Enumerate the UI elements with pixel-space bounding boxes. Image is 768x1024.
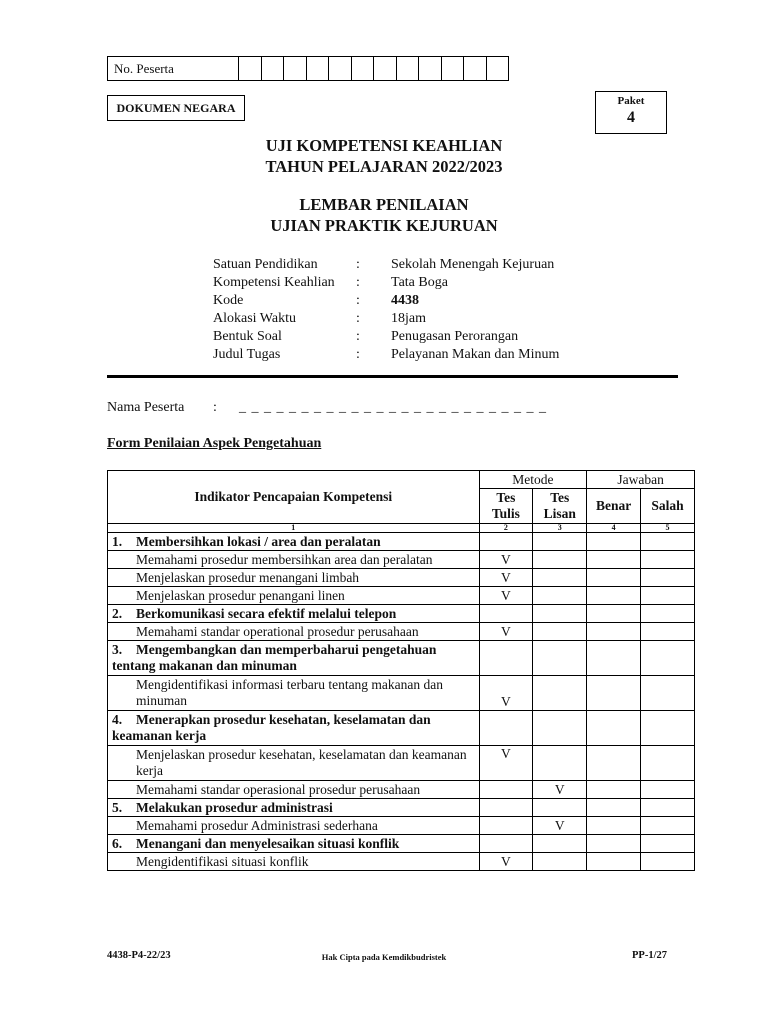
info-key: Judul Tugas: [213, 347, 281, 362]
tes-lisan-cell: [533, 623, 587, 641]
no-peserta-digit-cell: [374, 57, 397, 80]
nama-peserta-label: Nama Peserta: [107, 400, 185, 415]
tes-tulis-cell: [479, 641, 533, 676]
indicator-row: [108, 587, 695, 605]
info-block: [213, 256, 621, 364]
indicator-row: [108, 551, 695, 569]
no-peserta-digit-cell: [307, 57, 330, 80]
tes-lisan-cell: V: [533, 817, 587, 835]
salah-cell[interactable]: [641, 623, 695, 641]
tes-tulis-cell: V: [479, 551, 533, 569]
section-title: [108, 641, 480, 676]
nama-peserta-row: [107, 400, 547, 416]
salah-cell[interactable]: [641, 835, 695, 853]
section-row: [108, 711, 695, 746]
footer-page: PP-1/27: [632, 950, 667, 961]
info-colon: :: [356, 275, 360, 290]
section-text: Berkomunikasi secara efektif melalui telepon: [136, 606, 397, 621]
tes-tulis-cell: [479, 799, 533, 817]
tes-tulis-cell: [479, 605, 533, 623]
tes-lisan-cell: [533, 799, 587, 817]
salah-cell[interactable]: [641, 853, 695, 871]
tes-tulis-cell: [479, 533, 533, 551]
info-row: [213, 292, 621, 310]
tes-lisan-cell: [533, 569, 587, 587]
no-peserta-digit-cell: [487, 57, 509, 80]
indicator-text: Memahami prosedur membersihkan area dan peralatan: [108, 551, 480, 569]
salah-cell[interactable]: [641, 551, 695, 569]
info-row: [213, 310, 621, 328]
tes-lisan-cell: [533, 835, 587, 853]
salah-cell[interactable]: [641, 711, 695, 746]
no-peserta-digit-cell: [239, 57, 262, 80]
tes-lisan-cell: [533, 853, 587, 871]
section-number: 2.: [112, 606, 123, 621]
header-tes-tulis: Tes Tulis: [479, 489, 533, 524]
info-value: Sekolah Menengah Kejuruan: [391, 257, 555, 272]
benar-cell[interactable]: [587, 551, 641, 569]
benar-cell[interactable]: [587, 781, 641, 799]
tes-lisan-cell: [533, 711, 587, 746]
salah-cell[interactable]: [641, 569, 695, 587]
benar-cell[interactable]: [587, 641, 641, 676]
no-peserta-digit-cell: [442, 57, 465, 80]
header-salah: Salah: [641, 489, 695, 524]
tes-tulis-cell: [479, 817, 533, 835]
info-row: [213, 256, 621, 274]
title-line-3: LEMBAR PENILAIAN: [299, 195, 469, 214]
column-number: 3: [533, 524, 587, 533]
tes-tulis-cell: V: [479, 746, 533, 781]
benar-cell[interactable]: [587, 676, 641, 711]
section-number: 3.: [112, 642, 123, 657]
column-number: 4: [587, 524, 641, 533]
info-colon: :: [356, 293, 360, 308]
section-text: Melakukan prosedur administrasi: [136, 800, 333, 815]
indicator-row: [108, 676, 695, 711]
indicator-text: Mengidentifikasi situasi konflik: [108, 853, 480, 871]
tes-tulis-cell: [479, 835, 533, 853]
no-peserta-label: No. Peserta: [108, 57, 239, 80]
info-row: [213, 274, 621, 292]
section-title: [108, 711, 480, 746]
benar-cell[interactable]: [587, 605, 641, 623]
tes-tulis-cell: V: [479, 676, 533, 711]
benar-cell[interactable]: [587, 817, 641, 835]
tes-lisan-cell: [533, 641, 587, 676]
tes-tulis-cell: V: [479, 623, 533, 641]
paket-number: 4: [627, 109, 635, 126]
benar-cell[interactable]: [587, 711, 641, 746]
info-colon: :: [356, 347, 360, 362]
indicator-row: [108, 569, 695, 587]
column-number-row: [108, 524, 695, 533]
indicator-text: Memahami standar operasional prosedur perusahaan: [108, 781, 480, 799]
indicator-row: [108, 746, 695, 781]
title-line-4: UJIAN PRAKTIK KEJURUAN: [270, 216, 498, 235]
indicator-text: Menjelaskan prosedur menangani limbah: [108, 569, 480, 587]
section-number: 4.: [112, 712, 123, 727]
section-row: [108, 641, 695, 676]
benar-cell[interactable]: [587, 799, 641, 817]
section-title: [108, 799, 480, 817]
section-text: Mengembangkan dan memperbaharui pengetahuan tentang makanan dan minuman: [112, 642, 437, 673]
indicator-text: Memahami prosedur Administrasi sederhana: [108, 817, 480, 835]
column-number: 1: [108, 524, 480, 533]
salah-cell[interactable]: [641, 533, 695, 551]
assessment-table: [107, 470, 695, 871]
section-row: [108, 835, 695, 853]
title-line-1: UJI KOMPETENSI KEAHLIAN: [265, 136, 503, 155]
salah-cell[interactable]: [641, 676, 695, 711]
salah-cell[interactable]: [641, 641, 695, 676]
salah-cell[interactable]: [641, 587, 695, 605]
tes-lisan-cell: [533, 551, 587, 569]
info-value: Penugasan Perorangan: [391, 329, 519, 344]
benar-cell[interactable]: [587, 835, 641, 853]
no-peserta-digit-cell: [464, 57, 487, 80]
tes-lisan-cell: [533, 587, 587, 605]
indicator-row: [108, 623, 695, 641]
tes-lisan-cell: [533, 605, 587, 623]
tes-tulis-cell: [479, 711, 533, 746]
no-peserta-box: [107, 56, 509, 81]
info-colon: :: [356, 257, 360, 272]
info-key: Kompetensi Keahlian: [213, 275, 335, 290]
section-row: [108, 533, 695, 551]
header-jawaban: Jawaban: [587, 471, 695, 489]
info-value: Tata Boga: [391, 275, 448, 290]
header-tes-lisan: Tes Lisan: [533, 489, 587, 524]
no-peserta-digit-cell: [262, 57, 285, 80]
info-value: 4438: [391, 293, 419, 308]
tes-tulis-cell: V: [479, 569, 533, 587]
section-row: [108, 605, 695, 623]
no-peserta-digit-cell: [397, 57, 420, 80]
info-value: Pelayanan Makan dan Minum: [391, 347, 560, 362]
tes-lisan-cell: [533, 746, 587, 781]
info-colon: :: [356, 311, 360, 326]
header-metode: Metode: [479, 471, 587, 489]
footer-copyright: Hak Cipta pada Kemdikbudristek: [321, 952, 447, 962]
section-text: Membersihkan lokasi / area dan peralatan: [136, 534, 381, 549]
indicator-text: Menjelaskan prosedur kesehatan, keselamatan dan keamanan kerja: [108, 746, 480, 781]
benar-cell[interactable]: [587, 569, 641, 587]
benar-cell[interactable]: [587, 587, 641, 605]
indicator-row: [108, 817, 695, 835]
form-title: Form Penilaian Aspek Pengetahuan: [107, 436, 322, 451]
paket-box: [595, 91, 667, 134]
section-title: [108, 835, 480, 853]
indicator-text: Memahami standar operational prosedur perusahaan: [108, 623, 480, 641]
section-number: 1.: [112, 534, 123, 549]
section-text: Menerapkan prosedur kesehatan, keselamatan dan keamanan kerja: [112, 712, 431, 743]
paket-label: Paket: [617, 95, 645, 107]
section-title: [108, 605, 480, 623]
info-colon: :: [356, 329, 360, 344]
benar-cell[interactable]: [587, 533, 641, 551]
salah-cell[interactable]: [641, 746, 695, 781]
nama-peserta-blank-line[interactable]: _ _ _ _ _ _ _ _ _ _ _ _ _ _ _ _ _ _ _ _ _ _ _ _ _: [239, 400, 547, 415]
salah-cell[interactable]: [641, 781, 695, 799]
info-key: Kode: [213, 293, 244, 308]
indicator-text: Mengidentifikasi informasi terbaru tentang makanan dan minuman: [108, 676, 480, 711]
no-peserta-digit-cell: [419, 57, 442, 80]
column-number: 2: [479, 524, 533, 533]
tes-lisan-cell: V: [533, 781, 587, 799]
salah-cell[interactable]: [641, 799, 695, 817]
divider-rule: [107, 375, 678, 378]
tes-lisan-cell: [533, 676, 587, 711]
indicator-text: Menjelaskan prosedur penangani linen: [108, 587, 480, 605]
section-text: Menangani dan menyelesaikan situasi konflik: [136, 836, 400, 851]
section-number: 5.: [112, 800, 123, 815]
salah-cell[interactable]: [641, 605, 695, 623]
info-row: [213, 328, 621, 346]
dokumen-negara-label: DOKUMEN NEGARA: [107, 95, 245, 121]
no-peserta-digit-cell: [284, 57, 307, 80]
info-key: Satuan Pendidikan: [213, 257, 318, 272]
section-title: [108, 533, 480, 551]
tes-tulis-cell: V: [479, 587, 533, 605]
tes-tulis-cell: [479, 781, 533, 799]
header-indikator: Indikator Pencapaian Kompetensi: [108, 471, 480, 524]
indicator-row: [108, 781, 695, 799]
indicator-row: [108, 853, 695, 871]
benar-cell[interactable]: [587, 746, 641, 781]
tes-tulis-cell: V: [479, 853, 533, 871]
footer-code: 4438-P4-22/23: [107, 950, 171, 961]
header-benar: Benar: [587, 489, 641, 524]
info-value: 18jam: [391, 311, 426, 326]
section-number: 6.: [112, 836, 123, 851]
section-row: [108, 799, 695, 817]
nama-peserta-colon: :: [213, 400, 217, 415]
info-key: Alokasi Waktu: [213, 311, 296, 326]
no-peserta-digit-cell: [329, 57, 352, 80]
tes-lisan-cell: [533, 533, 587, 551]
no-peserta-digit-cell: [352, 57, 375, 80]
info-row: [213, 346, 621, 364]
column-number: 5: [641, 524, 695, 533]
info-key: Bentuk Soal: [213, 329, 282, 344]
benar-cell[interactable]: [587, 853, 641, 871]
benar-cell[interactable]: [587, 623, 641, 641]
title-line-2: TAHUN PELAJARAN 2022/2023: [265, 157, 503, 176]
salah-cell[interactable]: [641, 817, 695, 835]
